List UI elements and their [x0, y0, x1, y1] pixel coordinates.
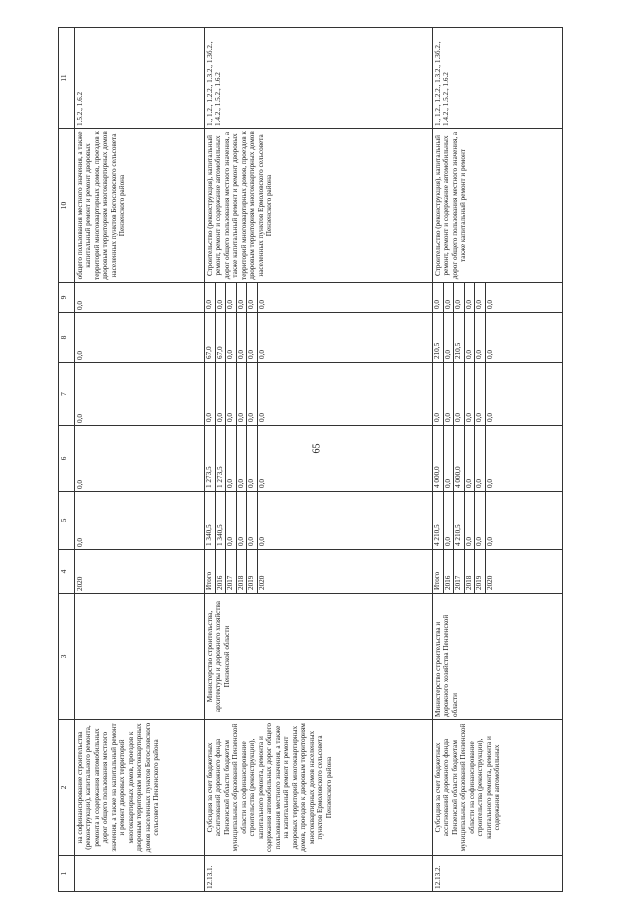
col9-cell — [433, 283, 563, 313]
value: 0,0 — [226, 363, 237, 425]
col6-cell — [205, 426, 433, 492]
measure-name: Субсидия за счет бюджетных ассигнований дорожного фонда Пензенской области бюджетам муниципальных образований Пензенской области на софинансирование строительства (реконструкции), капитального ремонта, ремонта и содержания автомобильных дорог общего пользования местного значения, а также на капитальный ремонт и ремонт дворовых территорий многоквартирных домов, проездов к дворовым территориям многоквартирных домов населенных пунктов Ермоловского сельсовета Пензенского района — [205, 720, 433, 856]
value: 210,5 — [433, 313, 444, 362]
measure-name: Субсидия за счет бюджетных ассигнований дорожного фонда Пензенской области бюджетам муниципальных образований Пензенской области на софинансирование строительства (реконструкции), капитального ремонта, ремонта и содержания автомобильных — [433, 720, 563, 856]
value: 0,0 — [76, 480, 84, 489]
value: 210,5 — [454, 313, 465, 362]
header-cell: 3 — [59, 594, 75, 720]
col8-cell — [75, 313, 205, 363]
value: 0,0 — [76, 351, 84, 360]
value: 0,0 — [465, 492, 476, 549]
executor: Министерство строительства, архитектуры и дорожного хозяйства Пензенской области — [205, 594, 433, 720]
year-value: 2016 — [216, 550, 227, 593]
value: 0,0 — [475, 492, 486, 549]
row-number — [75, 856, 205, 892]
value: 1 273,5 — [205, 426, 216, 491]
years-cell — [433, 550, 563, 594]
col6-cell — [75, 426, 205, 492]
value: 0,0 — [444, 363, 455, 425]
value: 0,0 — [444, 492, 455, 549]
measure-name: на софинансирование строительства (реконструкции), капитального ремонта, ремонта и содержания автомобильных дорог общего пользования местного значения, а также на капитальный ремонт и ремонт дворовых территорий многоквартирных домов, проездов к дворовым территориям многоквартирных домов населенных пунктов Богословского сельсовета Пензенского района — [75, 720, 205, 856]
year-value: 2019 — [475, 550, 486, 593]
value: 0,0 — [465, 426, 476, 491]
value: 0,0 — [247, 363, 258, 425]
indicator-codes: 1., 1.2., 1.2.2., 1.3.2., 1.3б.2., 1.4.2., 1.5.2., 1.6.2 — [433, 28, 563, 129]
value: 0,0 — [237, 313, 248, 362]
value: 0,0 — [454, 283, 465, 312]
rotated-table-wrapper — [58, 28, 582, 892]
value: 0,0 — [465, 363, 476, 425]
value: 0,0 — [76, 538, 84, 547]
header-cell: 10 — [59, 129, 75, 283]
value: 0,0 — [257, 300, 266, 309]
executor: Министерство строительства и дорожного хозяйства Пензенской области — [433, 594, 563, 720]
year-value: Итого — [205, 550, 216, 593]
value: 0,0 — [444, 283, 455, 312]
header-cell: 5 — [59, 492, 75, 550]
year-value: 2017 — [454, 550, 465, 593]
value: 1 273,5 — [216, 426, 227, 491]
value: 0,0 — [485, 479, 494, 488]
value: 4 210,5 — [433, 492, 444, 549]
col9-cell — [75, 283, 205, 313]
value: 0,0 — [475, 283, 486, 312]
page-number: 65 — [311, 443, 323, 454]
value: 0,0 — [257, 537, 266, 546]
value: 1 340,5 — [205, 492, 216, 549]
value: 0,0 — [465, 313, 476, 362]
value: 0,0 — [247, 283, 258, 312]
budget-table — [58, 27, 563, 892]
header-cell: 7 — [59, 363, 75, 426]
value: 0,0 — [257, 413, 266, 422]
header-cell: 1 — [59, 856, 75, 892]
value: 0,0 — [433, 283, 444, 312]
year-value: 2020 — [257, 575, 266, 590]
year-value: 2019 — [247, 550, 258, 593]
col7-cell — [205, 363, 433, 426]
value: 0,0 — [237, 426, 248, 491]
year-value: 2018 — [237, 550, 248, 593]
col7-cell — [433, 363, 563, 426]
col8-cell — [205, 313, 433, 363]
years-cell — [75, 550, 205, 594]
col6-cell — [433, 426, 563, 492]
value: 1 340,5 — [216, 492, 227, 549]
result-text: Строительство (реконструкция), капитальный ремонт, ремонт и содержание автомобильных дорог общего пользования местного значения, а также капитальный ремонт и ремонт дворовых территорий многоквартирных домов, проездов к дворовым территориям многоквартирных домов населенных пунктов Ермоловского сельсовета Пензенского района — [205, 129, 433, 283]
indicator-codes: 1.5.2., 1.6.2 — [75, 28, 205, 129]
value: 0,0 — [216, 363, 227, 425]
value: 0,0 — [485, 413, 494, 422]
col5-cell — [75, 492, 205, 550]
value: 0,0 — [257, 350, 266, 359]
value: 67,0 — [205, 313, 216, 362]
value: 0,0 — [226, 283, 237, 312]
col7-cell — [75, 363, 205, 426]
executor — [75, 594, 205, 720]
value: 0,0 — [475, 426, 486, 491]
value: 0,0 — [237, 283, 248, 312]
year-value: 2017 — [226, 550, 237, 593]
header-cell: 6 — [59, 426, 75, 492]
year-value: Итого — [433, 550, 444, 593]
header-row — [59, 28, 75, 892]
table-row — [205, 28, 433, 892]
value: 0,0 — [247, 492, 258, 549]
value: 0,0 — [444, 313, 455, 362]
indicator-codes: 1., 1.2., 1.2.2., 1.3.2., 1.3б.2., 1.4.2., 1.5.2., 1.6.2 — [205, 28, 433, 129]
result-text: Строительство (реконструкция), капитальный ремонт, ремонт и содержание автомобильных дорог общего пользования местного значения, а также капитальный ремонт и ремонт — [433, 129, 563, 283]
col5-cell — [205, 492, 433, 550]
col8-cell — [433, 313, 563, 363]
value: 0,0 — [216, 283, 227, 312]
value: 0,0 — [76, 414, 84, 423]
result-text: общего пользования местного значения, а также капитальный ремонт и ремонт дворовых территорий многоквартирных домов, проездов к дворовым территориям многоквартирных домов населенных пунктов Богословского сельсовета Пензенского района — [75, 129, 205, 283]
value: 67,0 — [216, 313, 227, 362]
value: 4 000,0 — [454, 426, 465, 491]
value: 4 000,0 — [433, 426, 444, 491]
value: 0,0 — [433, 363, 444, 425]
header-cell: 9 — [59, 283, 75, 313]
value: 0,0 — [465, 283, 476, 312]
value: 0,0 — [475, 313, 486, 362]
year-value: 2018 — [465, 550, 476, 593]
header-cell: 8 — [59, 313, 75, 363]
table-row — [433, 28, 563, 892]
year-value: 2016 — [444, 550, 455, 593]
value: 4 210,5 — [454, 492, 465, 549]
value: 0,0 — [454, 363, 465, 425]
value: 0,0 — [226, 492, 237, 549]
value: 0,0 — [226, 313, 237, 362]
row-number: 12.13.1. — [205, 856, 433, 892]
year-value: 2020 — [76, 576, 84, 591]
col5-cell — [433, 492, 563, 550]
value: 0,0 — [226, 426, 237, 491]
value: 0,0 — [237, 363, 248, 425]
header-cell: 11 — [59, 28, 75, 129]
value: 0,0 — [485, 350, 494, 359]
value: 0,0 — [475, 363, 486, 425]
value: 0,0 — [444, 426, 455, 491]
value: 0,0 — [247, 426, 258, 491]
year-value: 2020 — [485, 575, 494, 590]
header-cell: 2 — [59, 720, 75, 856]
value: 0,0 — [205, 283, 216, 312]
value: 0,0 — [76, 301, 84, 310]
value: 0,0 — [205, 363, 216, 425]
table-row — [75, 28, 205, 892]
row-number: 12.13.2. — [433, 856, 563, 892]
years-cell — [205, 550, 433, 594]
col9-cell — [205, 283, 433, 313]
value: 0,0 — [257, 479, 266, 488]
value: 0,0 — [485, 537, 494, 546]
value: 0,0 — [485, 300, 494, 309]
value: 0,0 — [237, 492, 248, 549]
header-cell: 4 — [59, 550, 75, 594]
value: 0,0 — [247, 313, 258, 362]
